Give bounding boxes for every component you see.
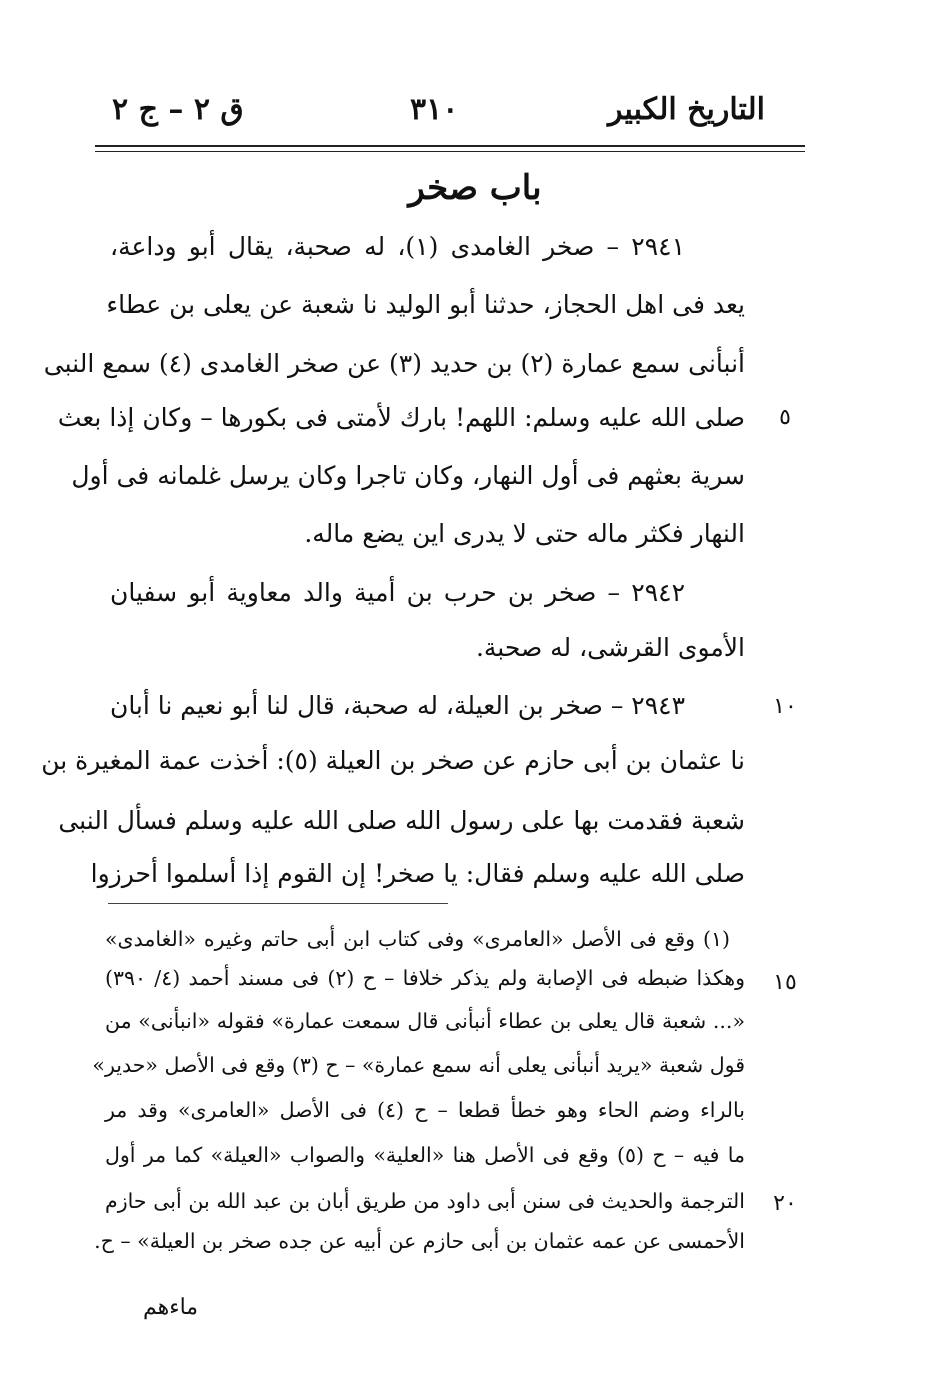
entry-2941-line-6: النهار فكثر ماله حتى لا يدرى اين يضع ماله. [304,519,745,548]
section-title: باب صخر [408,168,542,208]
footnote-line-3: «... شعبة قال يعلى بن عطاء أنبأنى قال سمعت عمارة» فقوله «انبأنى» من [105,1009,745,1033]
footnote-line-8: الأحمسى عن عمه عثمان بن أبى حازم عن أبيه عن جده صخر بن العيلة» – ح. [94,1229,745,1253]
entry-2943-line-1: ٢٩٤٣ – صخر بن العيلة، له صحبة، قال لنا أبو نعيم نا أبان [109,691,685,720]
footnote-line-1: (١) وقع فى الأصل «العامرى» وفى كتاب ابن أبى حاتم وغيره «الغامدى» [105,927,730,951]
entry-2941-line-5: سرية بعثهم فى أول النهار، وكان تاجرا وكان يرسل غلمانه فى أول [71,461,745,490]
header-rule-bottom [95,151,805,152]
entry-2941-line-3: أنبأنى سمع عمارة (٢) بن حديد (٣) عن صخر الغامدى (٤) سمع النبى [43,349,745,378]
footnote-line-6: ما فيه – ح (٥) وقع فى الأصل هنا «العلية» والصواب «العيلة» كما مر أول [105,1143,745,1167]
entry-2941-line-1: ٢٩٤١ – صخر الغامدى (١)، له صحبة، يقال أبو وداعة، [110,232,685,261]
entry-2943-line-3: شعبة فقدمت بها على رسول الله صلى الله عليه وسلم فسأل النبى [58,806,745,835]
header-rule-top [95,145,805,147]
footnote-line-7: الترجمة والحديث فى سنن أبى داود من طريق أبان بن عبد الله بن أبى حازم [105,1189,745,1213]
footnote-line-4: قول شعبة «يريد أنبأنى يعلى أنه سمع عمارة» – ح (٣) وقع فى الأصل «حدير» [92,1053,745,1077]
entry-2941-line-4: صلى الله عليه وسلم: اللهم! بارك لأمتى فى بكورها – وكان إذا بعث [57,403,745,432]
book-title: التاريخ الكبير [607,92,765,127]
entry-2942-line-1: ٢٩٤٢ – صخر بن حرب بن أمية والد معاوية أبو سفيان [110,578,685,607]
entry-2943-line-4: صلى الله عليه وسلم فقال: يا صخر! إن القوم إذا أسلموا أحرزوا [90,859,745,888]
page-number: ٣١٠ [410,92,459,127]
line-marker-20: ٢٠ [773,1191,797,1216]
footnote-separator [108,903,448,904]
entry-2942-line-2: الأموى القرشى، له صحبة. [475,633,745,662]
line-marker-15: ١٥ [773,970,797,995]
line-marker-10: ١٠ [773,694,797,719]
catchword: ماءهم [143,1295,199,1320]
line-marker-5: ٥ [779,405,791,430]
entry-2943-line-2: نا عثمان بن أبى حازم عن صخر بن العيلة (٥): أخذت عمة المغيرة بن [41,746,745,775]
footnote-line-2: وهكذا ضبطه فى الإصابة ولم يذكر خلافا – ح (٢) فى مسند أحمد (٤/ ٣٩٠) [105,966,745,990]
volume-label: ق ٢ – ج ٢ [112,92,244,127]
footnote-line-5: بالراء وضم الحاء وهو خطأ قطعا – ح (٤) فى الأصل «العامرى» وقد مر [105,1098,745,1122]
entry-2941-line-2: يعد فى اهل الحجاز، حدثنا أبو الوليد نا شعبة عن يعلى بن عطاء [106,290,745,319]
